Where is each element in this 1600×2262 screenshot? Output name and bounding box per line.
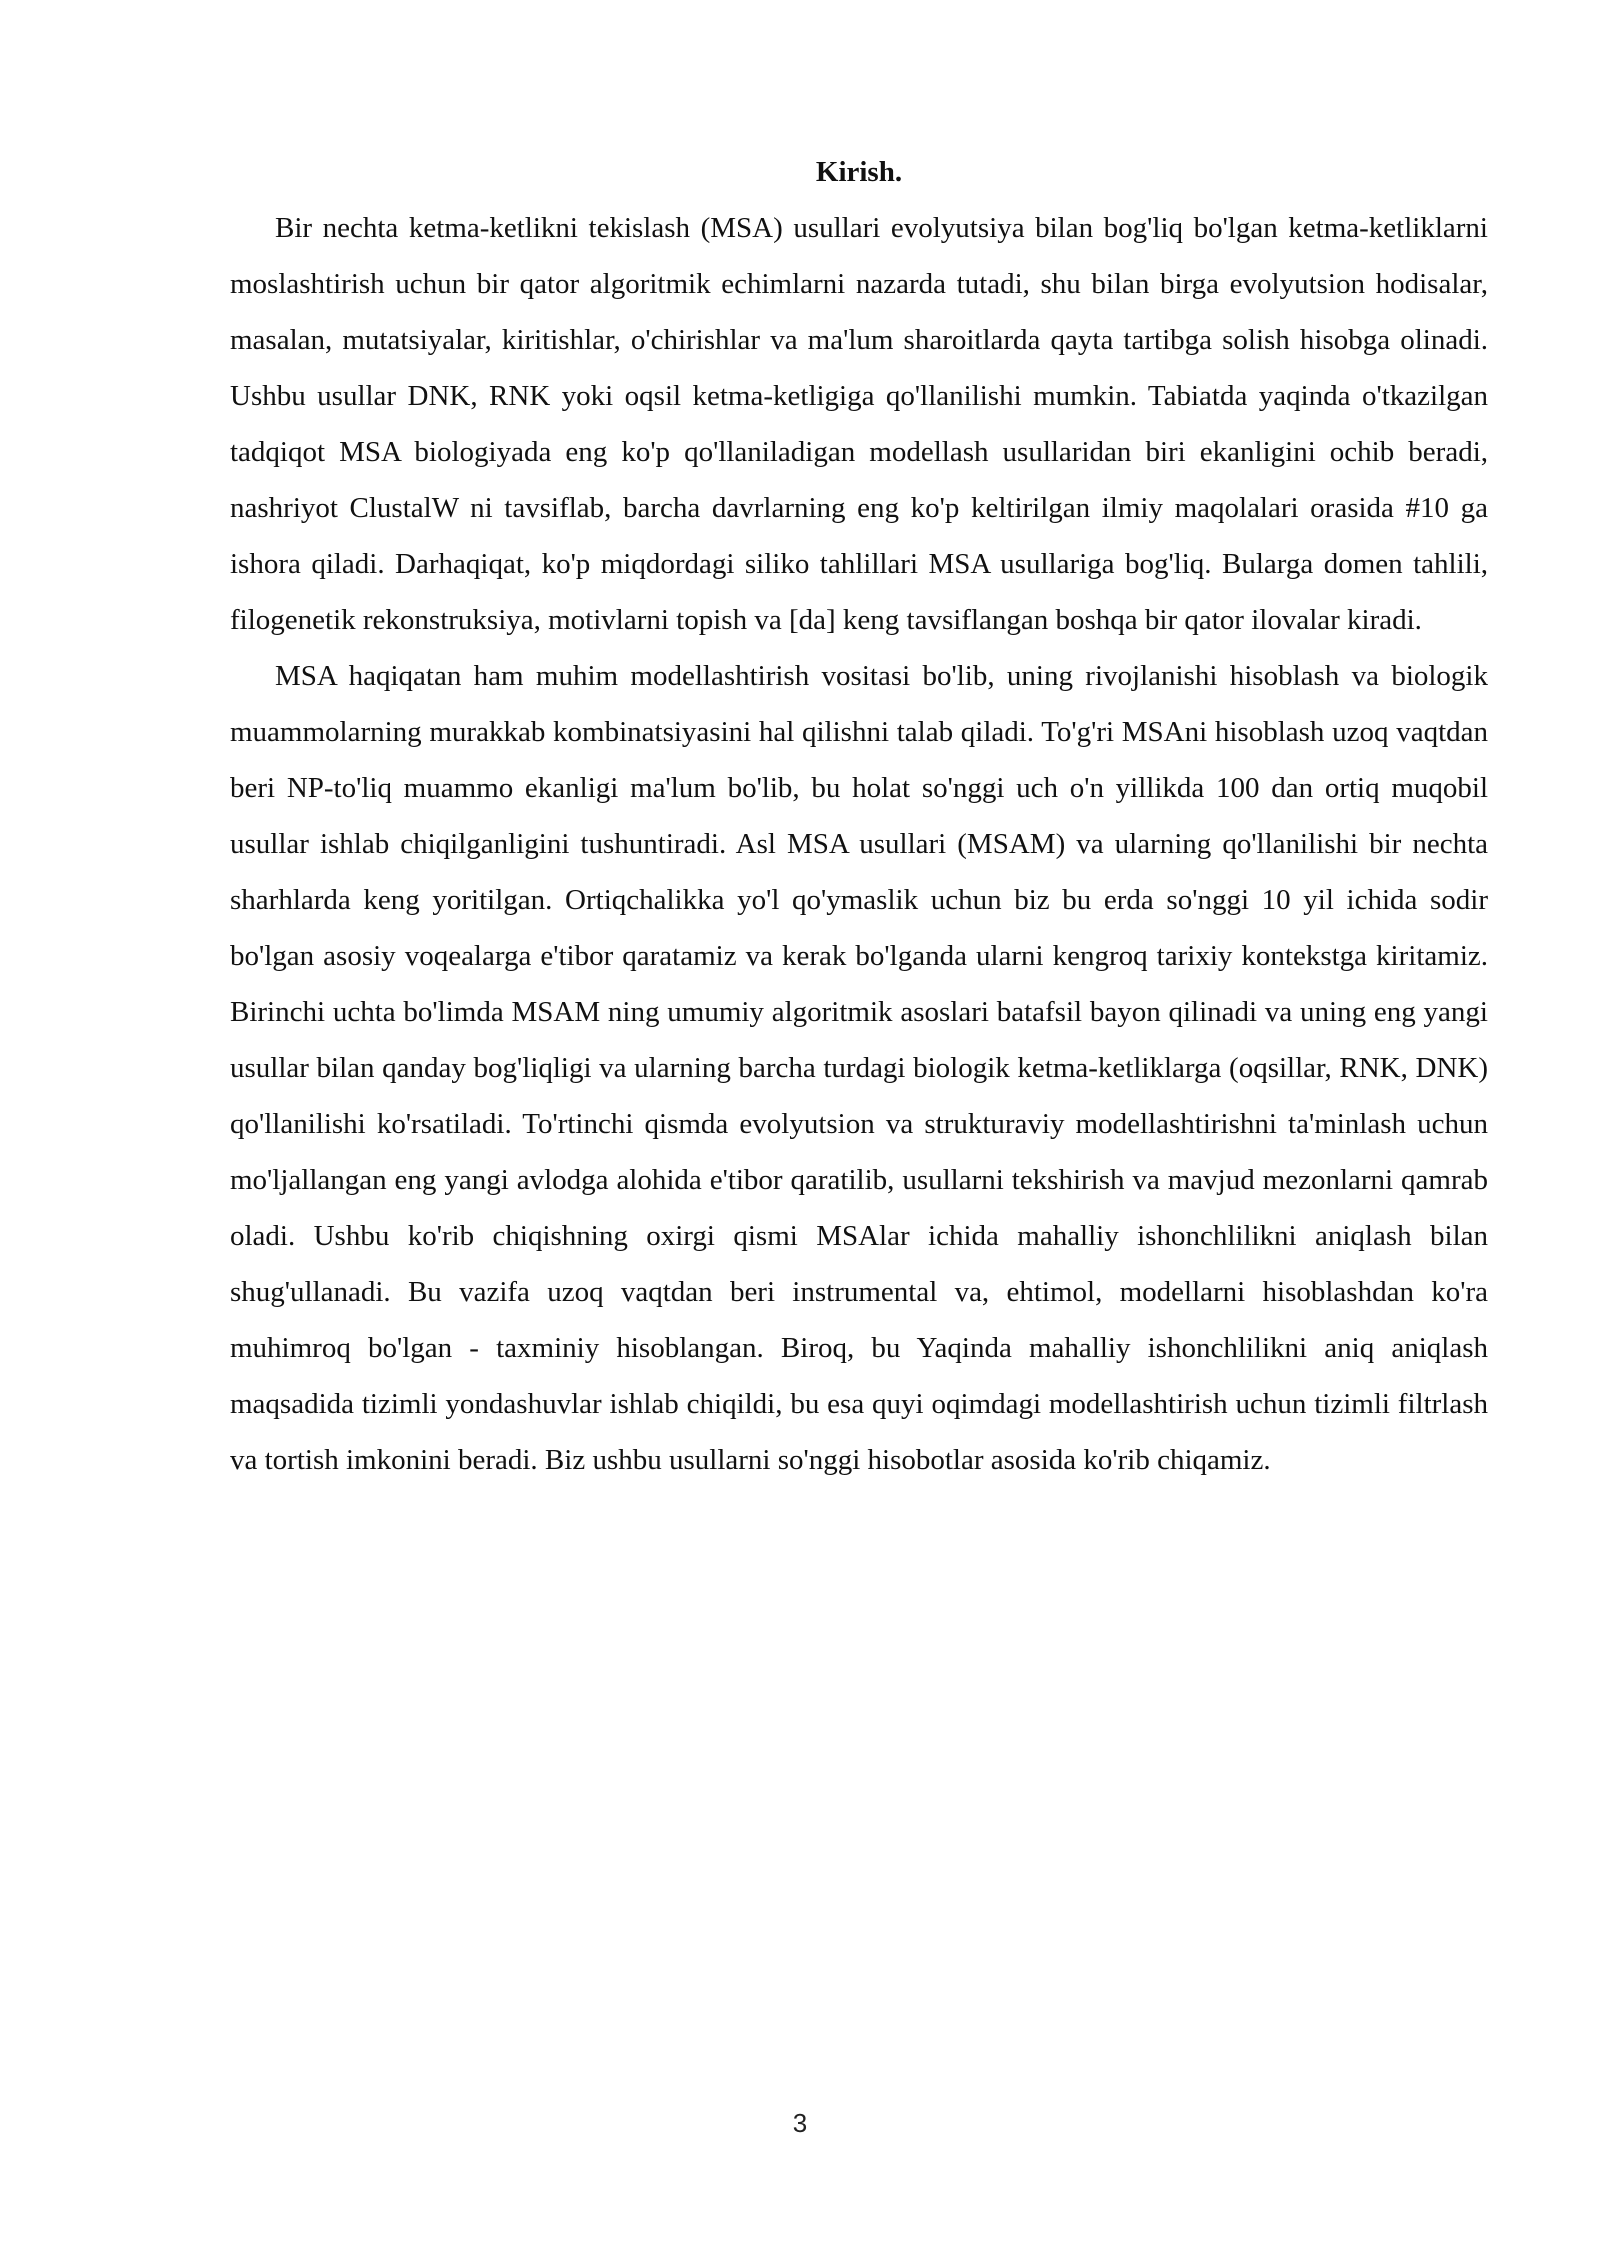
paragraph-1: Bir nechta ketma-ketlikni tekislash (MSA) usullari evolyutsiya bilan bog'liq bo'lgan ketma-ketliklarni moslashtirish uchun bir qator algoritmik echimlarni nazarda tutadi, shu bilan birga evolyutsion hodisalar, masalan, mutatsiyalar, kiritishlar, o'chirishlar va ma'lum sharoitlarda qayta tartibga solish hisobga olinadi. Ushbu usullar DNK, RNK yoki oqsil ketma-ketligiga qo'llanilishi mumkin. Tabiatda yaqinda o'tkazilgan tadqiqot MSA biologiyada eng ko'p qo'llaniladigan modellash usullaridan biri ekanligini ochib beradi, nashriyot ClustalW ni tavsiflab, barcha davrlarning eng ko'p keltirilgan ilmiy maqolalari orasida #10 ga ishora qiladi. Darhaqiqat, ko'p miqdordagi siliko tahlillari MSA usullariga bog'liq. Bularga domen tahlili, filogenetik rekonstruksiya, motivlarni topish va [da] keng tavsiflangan boshqa bir qator ilovalar kiradi. [230, 212, 1488, 636]
paragraph-2: MSA haqiqatan ham muhim modellashtirish vositasi bo'lib, uning rivojlanishi hisoblash va biologik muammolarning murakkab kombinatsiyasini hal qilishni talab qiladi. To'g'ri MSAni hisoblash uzoq vaqtdan beri NP-to'liq muammo ekanligi ma'lum bo'lib, bu holat so'nggi uch o'n yillikda 100 dan ortiq muqobil usullar ishlab chiqilganligini tushuntiradi. Asl MSA usullari (MSAM) va ularning qo'llanilishi bir nechta sharhlarda keng yoritilgan. Ortiqchalikka yo'l qo'ymaslik uchun biz bu erda so'nggi 10 yil ichida sodir bo'lgan asosiy voqealarga e'tibor qaratamiz va kerak bo'lganda ularni kengroq tarixiy kontekstga kiritamiz. Birinchi uchta bo'limda MSAM ning umumiy algoritmik asoslari batafsil bayon qilinadi va uning eng yangi usullar bilan qanday bog'liqligi va ularning barcha turdagi biologik ketma-ketliklarga (oqsillar, RNK, DNK) qo'llanilishi ko'rsatiladi. To'rtinchi qismda evolyutsion va strukturaviy modellashtirishni ta'minlash uchun mo'ljallangan eng yangi avlodga alohida e'tibor qaratilib, usullarni tekshirish va mavjud mezonlarni qamrab oladi. Ushbu ko'rib chiqishning oxirgi qismi MSAlar ichida mahalliy ishonchlilikni aniqlash bilan shug'ullanadi. Bu vazifa uzoq vaqtdan beri instrumental va, ehtimol, modellarni hisoblashdan ko'ra muhimroq bo'lgan - taxminiy hisoblangan. Biroq, bu Yaqinda mahalliy ishonchlilikni aniq aniqlash maqsadida tizimli yondashuvlar ishlab chiqildi, bu esa quyi oqimdagi modellashtirish uchun tizimli filtrlash va tortish imkonini beradi. Biz ushbu usullarni so'nggi hisobotlar asosida ko'rib chiqamiz. [230, 660, 1488, 1476]
page-content [230, 150, 1488, 1488]
section-heading: Kirish. [815, 156, 903, 188]
page-number: 3 [792, 2108, 808, 2138]
